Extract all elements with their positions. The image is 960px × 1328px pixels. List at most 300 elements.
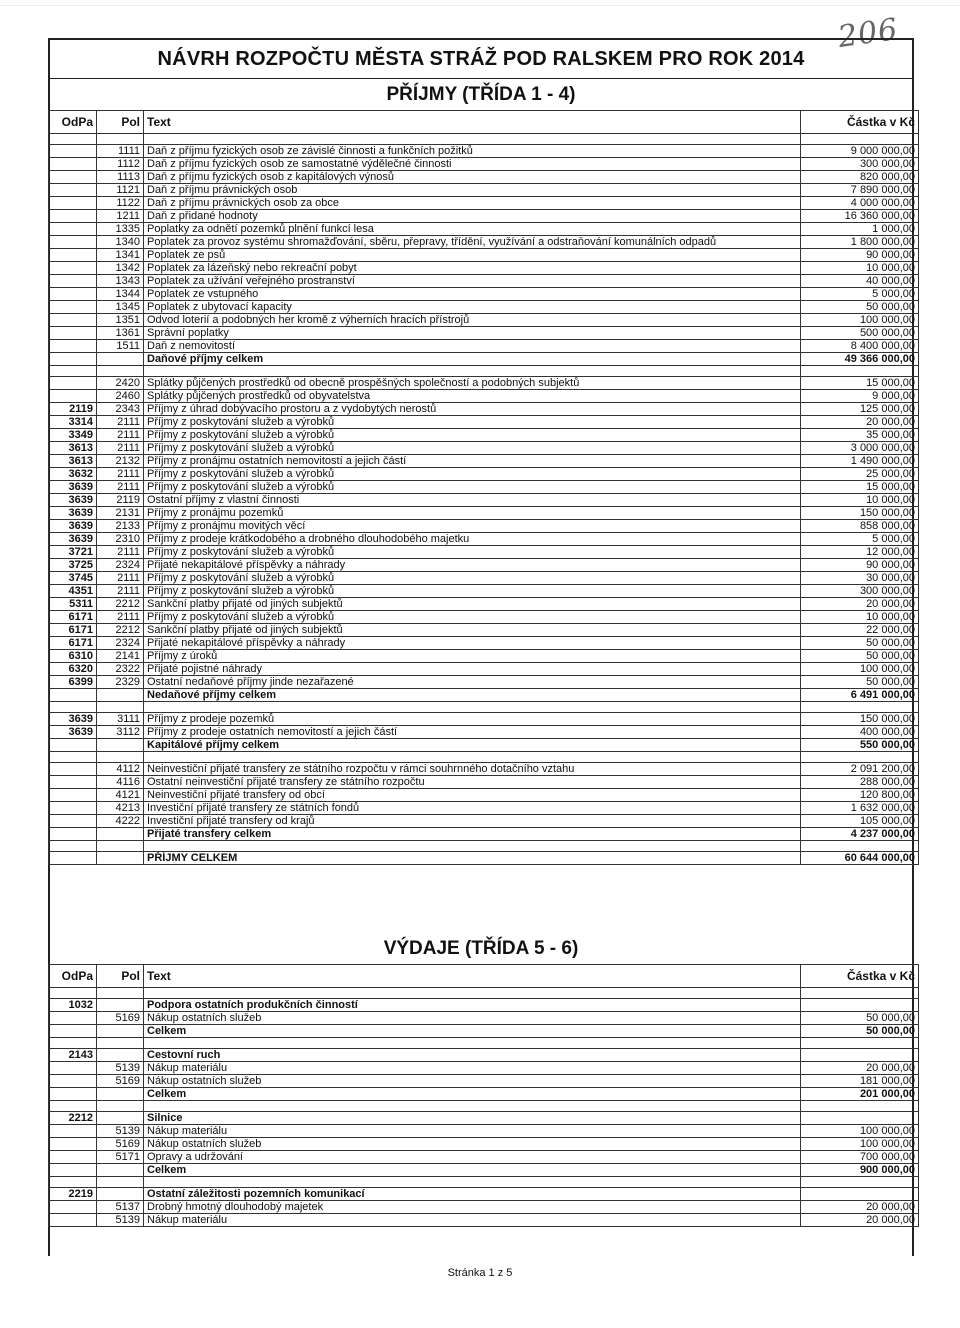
table-row [49,802,919,815]
table-row [49,1214,919,1227]
cell-amount: 120 800,00 [801,789,919,802]
table-row [49,455,919,468]
cell-amount: 300 000,00 [801,158,919,171]
cell-amount: 50 000,00 [801,650,919,663]
cell-odpa: 3639 [49,533,97,546]
cell-text: Sankční platby přijaté od jiných subjektů [144,624,801,637]
cell-odpa [49,1138,97,1151]
cell-amount: 105 000,00 [801,815,919,828]
group-heading-row [49,1112,919,1125]
table-row [49,340,919,353]
table-row [49,377,919,390]
table-row [49,713,919,726]
cell-odpa: 3639 [49,507,97,520]
cell-text: Nákup ostatních služeb [144,1012,801,1025]
cell-amount [801,1101,919,1112]
cell-text: Nákup materiálu [144,1125,801,1138]
spacer-row [49,988,919,999]
cell-text: Příjmy z úroků [144,650,801,663]
cell-odpa [49,1075,97,1088]
cell-text: Příjmy z poskytování služeb a výrobků [144,585,801,598]
cell-text: Příjmy z poskytování služeb a výrobků [144,481,801,494]
cell-text: Ostatní nedaňové příjmy jinde nezařazené [144,676,801,689]
cell-odpa [49,1101,97,1112]
cell-text: Daň z příjmu právnických osob za obce [144,197,801,210]
cell-text [144,1038,801,1049]
table-row [49,197,919,210]
income-table [48,110,919,865]
cell-odpa: 3721 [49,546,97,559]
cell-amount: 10 000,00 [801,262,919,275]
cell-pol: 2324 [97,637,144,650]
cell-text: Kapitálové příjmy celkem [144,739,801,752]
cell-text [144,841,801,852]
cell-text: Příjmy z pronájmu pozemků [144,507,801,520]
cell-odpa [49,223,97,236]
cell-pol: 1342 [97,262,144,275]
cell-text: Nákup ostatních služeb [144,1075,801,1088]
cell-text: Poplatek za provoz systému shromažďování, sběru, přepravy, třídění, využívání a odstraňování komunálních odpadů [144,236,801,249]
total-row [49,353,919,366]
cell-text: Přijaté transfery celkem [144,828,801,841]
table-row [49,301,919,314]
cell-amount: 858 000,00 [801,520,919,533]
cell-odpa [49,739,97,752]
cell-text [144,134,801,145]
cell-amount: 300 000,00 [801,585,919,598]
cell-pol [97,702,144,713]
cell-odpa [49,353,97,366]
header-pol: Pol [97,111,144,134]
cell-text: Cestovní ruch [144,1049,801,1062]
cell-text: Daň z příjmu fyzických osob ze samostatné výdělečné činnosti [144,158,801,171]
cell-pol: 5171 [97,1151,144,1164]
table-row [49,416,919,429]
cell-amount [801,1049,919,1062]
cell-amount [801,988,919,999]
table-row [49,533,919,546]
spacer-row [49,841,919,852]
cell-amount: 50 000,00 [801,1025,919,1038]
cell-pol: 5139 [97,1214,144,1227]
cell-amount: 50 000,00 [801,1012,919,1025]
cell-amount: 2 091 200,00 [801,763,919,776]
cell-amount: 20 000,00 [801,416,919,429]
table-row [49,520,919,533]
cell-amount: 500 000,00 [801,327,919,340]
table-row [49,624,919,637]
cell-pol: 1112 [97,158,144,171]
cell-amount: 20 000,00 [801,1214,919,1227]
cell-odpa: 3745 [49,572,97,585]
cell-amount: 15 000,00 [801,377,919,390]
table-row [49,1138,919,1151]
cell-text: Přijaté nekapitálové příspěvky a náhrady [144,637,801,650]
expenses-section-title: VÝDAJE (TŘÍDA 5 - 6) [383,938,579,959]
cell-amount: 125 000,00 [801,403,919,416]
table-row [49,637,919,650]
cell-pol: 2111 [97,416,144,429]
cell-odpa [49,314,97,327]
cell-text: Splátky půjčených prostředků od obecně prospěšných společností a podobných subjektů [144,377,801,390]
cell-amount: 900 000,00 [801,1164,919,1177]
cell-pol: 2310 [97,533,144,546]
table-row [49,559,919,572]
cell-odpa [49,327,97,340]
cell-odpa: 2119 [49,403,97,416]
cell-odpa [49,763,97,776]
cell-pol: 1340 [97,236,144,249]
cell-text: Investiční přijaté transfery ze státních fondů [144,802,801,815]
cell-text: Poplatky za odnětí pozemků plnění funkcí lesa [144,223,801,236]
group-heading-row [49,1188,919,1201]
cell-pol: 1211 [97,210,144,223]
cell-text: Daň z nemovitostí [144,340,801,353]
cell-text: Poplatek za lázeňský nebo rekreační pobyt [144,262,801,275]
cell-odpa [49,1214,97,1227]
cell-amount: 90 000,00 [801,249,919,262]
cell-amount [801,1038,919,1049]
spacer-row [49,1038,919,1049]
cell-text: Přijaté pojistné náhrady [144,663,801,676]
cell-odpa: 3613 [49,442,97,455]
cell-text: Příjmy z poskytování služeb a výrobků [144,468,801,481]
cell-amount: 700 000,00 [801,1151,919,1164]
cell-text: Poplatek z ubytovací kapacity [144,301,801,314]
cell-pol: 1345 [97,301,144,314]
cell-odpa [49,852,97,865]
total-row [49,828,919,841]
cell-text: Celkem [144,1164,801,1177]
cell-text: Celkem [144,1088,801,1101]
cell-odpa [49,841,97,852]
cell-pol: 2141 [97,650,144,663]
cell-pol [97,1188,144,1201]
cell-odpa [49,1025,97,1038]
table-row [49,403,919,416]
group-heading-row [49,999,919,1012]
cell-amount: 820 000,00 [801,171,919,184]
cell-pol: 5169 [97,1075,144,1088]
cell-text: Příjmy z úhrad dobývacího prostoru a z vydobytých nerostů [144,403,801,416]
cell-odpa: 2219 [49,1188,97,1201]
cell-odpa: 1032 [49,999,97,1012]
spacer-row [49,752,919,763]
table-row [49,390,919,403]
cell-text: Nákup ostatních služeb [144,1138,801,1151]
cell-odpa [49,1088,97,1101]
cell-amount: 4 237 000,00 [801,828,919,841]
cell-text: Ostatní příjmy z vlastní činnosti [144,494,801,507]
cell-amount: 6 491 000,00 [801,689,919,702]
cell-amount: 100 000,00 [801,1138,919,1151]
cell-pol [97,353,144,366]
cell-odpa: 2212 [49,1112,97,1125]
cell-amount: 50 000,00 [801,301,919,314]
table-row [49,763,919,776]
cell-text [144,988,801,999]
total-row [49,1088,919,1101]
cell-pol: 3111 [97,713,144,726]
cell-text: Příjmy z prodeje ostatních nemovitostí a jejich částí [144,726,801,739]
cell-pol: 1511 [97,340,144,353]
cell-text: Správní poplatky [144,327,801,340]
cell-text: Neinvestiční přijaté transfery ze státního rozpočtu v rámci souhrnného dotačního vztahu [144,763,801,776]
table-row [49,184,919,197]
cell-amount: 1 490 000,00 [801,455,919,468]
cell-pol [97,841,144,852]
cell-odpa [49,390,97,403]
cell-odpa: 3639 [49,726,97,739]
cell-text: Odvod loterií a podobných her kromě z výherních hracích přístrojů [144,314,801,327]
cell-odpa: 4351 [49,585,97,598]
table-row [49,650,919,663]
cell-amount: 10 000,00 [801,611,919,624]
cell-odpa: 3314 [49,416,97,429]
cell-odpa [49,1151,97,1164]
cell-pol [97,1038,144,1049]
cell-pol: 2324 [97,559,144,572]
table-row [49,145,919,158]
cell-odpa: 3639 [49,520,97,533]
table-row [49,676,919,689]
spacer-row [49,366,919,377]
header-odpa: OdPa [49,965,97,988]
cell-odpa: 6171 [49,637,97,650]
table-row [49,546,919,559]
cell-odpa [49,275,97,288]
total-row [49,852,919,865]
cell-text: Přijaté nekapitálové příspěvky a náhrady [144,559,801,572]
table-row [49,249,919,262]
cell-text: Příjmy z poskytování služeb a výrobků [144,611,801,624]
cell-text: Nákup materiálu [144,1214,801,1227]
table-row [49,726,919,739]
cell-amount: 4 000 000,00 [801,197,919,210]
table-row [49,789,919,802]
cell-odpa: 3725 [49,559,97,572]
spacer-row [49,134,919,145]
cell-odpa [49,145,97,158]
cell-odpa [49,262,97,275]
cell-text: Neinvestiční přijaté transfery od obcí [144,789,801,802]
cell-pol: 2111 [97,572,144,585]
table-row [49,1075,919,1088]
cell-odpa [49,1062,97,1075]
cell-text: Příjmy z poskytování služeb a výrobků [144,442,801,455]
cell-amount: 40 000,00 [801,275,919,288]
cell-text: PŘÍJMY CELKEM [144,852,801,865]
table-row [49,1201,919,1214]
cell-pol: 2111 [97,442,144,455]
cell-pol [97,1049,144,1062]
cell-text: Podpora ostatních produkčních činností [144,999,801,1012]
cell-odpa [49,1177,97,1188]
cell-pol: 1111 [97,145,144,158]
table-row [49,288,919,301]
cell-pol: 4121 [97,789,144,802]
cell-pol [97,1177,144,1188]
cell-amount: 201 000,00 [801,1088,919,1101]
cell-pol: 2133 [97,520,144,533]
cell-odpa [49,171,97,184]
cell-text: Daň z příjmu právnických osob [144,184,801,197]
cell-pol: 1361 [97,327,144,340]
cell-text: Daň z přidané hodnoty [144,210,801,223]
cell-text [144,1101,801,1112]
cell-amount [801,1188,919,1201]
cell-pol: 2212 [97,598,144,611]
cell-pol: 2111 [97,585,144,598]
cell-odpa [49,301,97,314]
cell-text: Příjmy z poskytování služeb a výrobků [144,429,801,442]
cell-text: Sankční platby přijaté od jiných subjektů [144,598,801,611]
cell-amount [801,702,919,713]
table-row [49,481,919,494]
cell-pol: 1121 [97,184,144,197]
cell-pol: 1113 [97,171,144,184]
cell-pol: 1335 [97,223,144,236]
cell-odpa [49,752,97,763]
cell-odpa [49,1012,97,1025]
cell-amount: 90 000,00 [801,559,919,572]
table-row [49,585,919,598]
cell-amount: 8 400 000,00 [801,340,919,353]
cell-text: Ostatní záležitosti pozemních komunikací [144,1188,801,1201]
table-row [49,262,919,275]
header-amount: Částka v Kč [801,965,919,988]
table-row [49,275,919,288]
cell-text: Daň z příjmu fyzických osob ze závislé činnosti a funkčních požitků [144,145,801,158]
table-row [49,1062,919,1075]
cell-text: Celkem [144,1025,801,1038]
cell-pol [97,852,144,865]
cell-pol [97,366,144,377]
cell-odpa [49,134,97,145]
cell-pol: 2460 [97,390,144,403]
cell-pol: 2111 [97,429,144,442]
cell-amount: 60 644 000,00 [801,852,919,865]
cell-pol: 2119 [97,494,144,507]
cell-pol: 2111 [97,481,144,494]
cell-amount: 20 000,00 [801,598,919,611]
cell-pol: 1341 [97,249,144,262]
cell-odpa [49,1164,97,1177]
cell-text: Daňové příjmy celkem [144,353,801,366]
cell-amount: 1 800 000,00 [801,236,919,249]
cell-text: Opravy a udržování [144,1151,801,1164]
cell-text: Poplatek za užívání veřejného prostranství [144,275,801,288]
table-row [49,171,919,184]
total-row [49,1025,919,1038]
cell-amount [801,999,919,1012]
cell-text [144,752,801,763]
cell-amount: 550 000,00 [801,739,919,752]
cell-amount: 150 000,00 [801,713,919,726]
table-row [49,210,919,223]
cell-pol: 5139 [97,1062,144,1075]
table-row [49,507,919,520]
cell-pol [97,988,144,999]
header-odpa: OdPa [49,111,97,134]
cell-amount: 9 000,00 [801,390,919,403]
cell-amount: 5 000,00 [801,288,919,301]
total-row [49,739,919,752]
cell-pol [97,1164,144,1177]
cell-odpa: 6399 [49,676,97,689]
cell-odpa [49,1038,97,1049]
cell-odpa [49,1125,97,1138]
cell-odpa: 3639 [49,481,97,494]
document-title: NÁVRH ROZPOČTU MĚSTA STRÁŽ POD RALSKEM PRO ROK 2014 [157,48,805,70]
table-row [49,314,919,327]
cell-amount: 150 000,00 [801,507,919,520]
scan-edge-line [0,5,960,6]
cell-text: Drobný hmotný dlouhodobý majetek [144,1201,801,1214]
cell-odpa [49,184,97,197]
spacer-row [49,702,919,713]
cell-amount: 1 000,00 [801,223,919,236]
cell-pol: 3112 [97,726,144,739]
page-footer: Stránka 1 z 5 [447,1267,513,1279]
cell-amount: 50 000,00 [801,676,919,689]
cell-pol: 1344 [97,288,144,301]
table-row [49,236,919,249]
cell-amount: 30 000,00 [801,572,919,585]
cell-pol [97,828,144,841]
cell-pol [97,134,144,145]
cell-odpa: 3639 [49,713,97,726]
cell-text: Nedaňové příjmy celkem [144,689,801,702]
cell-amount: 288 000,00 [801,776,919,789]
cell-text: Poplatek ze vstupného [144,288,801,301]
cell-odpa [49,288,97,301]
cell-amount: 20 000,00 [801,1201,919,1214]
cell-amount [801,841,919,852]
cell-text: Silnice [144,1112,801,1125]
cell-pol: 2111 [97,468,144,481]
cell-pol: 2131 [97,507,144,520]
cell-amount [801,752,919,763]
table-row [49,611,919,624]
cell-amount: 25 000,00 [801,468,919,481]
table-row [49,158,919,171]
cell-amount [801,1112,919,1125]
header-text: Text [144,965,801,988]
table-header-row [49,965,919,988]
table-row [49,598,919,611]
expenses-table [48,964,919,1227]
cell-amount [801,1177,919,1188]
cell-odpa: 3349 [49,429,97,442]
cell-odpa: 2143 [49,1049,97,1062]
cell-odpa [49,197,97,210]
cell-text: Ostatní neinvestiční přijaté transfery ze státního rozpočtu [144,776,801,789]
cell-pol: 1343 [97,275,144,288]
cell-pol: 4222 [97,815,144,828]
cell-pol: 2322 [97,663,144,676]
cell-amount: 22 000,00 [801,624,919,637]
cell-amount [801,134,919,145]
cell-pol: 1122 [97,197,144,210]
cell-odpa: 6171 [49,611,97,624]
cell-pol: 4112 [97,763,144,776]
total-row [49,689,919,702]
cell-pol: 2111 [97,611,144,624]
cell-odpa [49,366,97,377]
cell-odpa [49,158,97,171]
table-row [49,468,919,481]
